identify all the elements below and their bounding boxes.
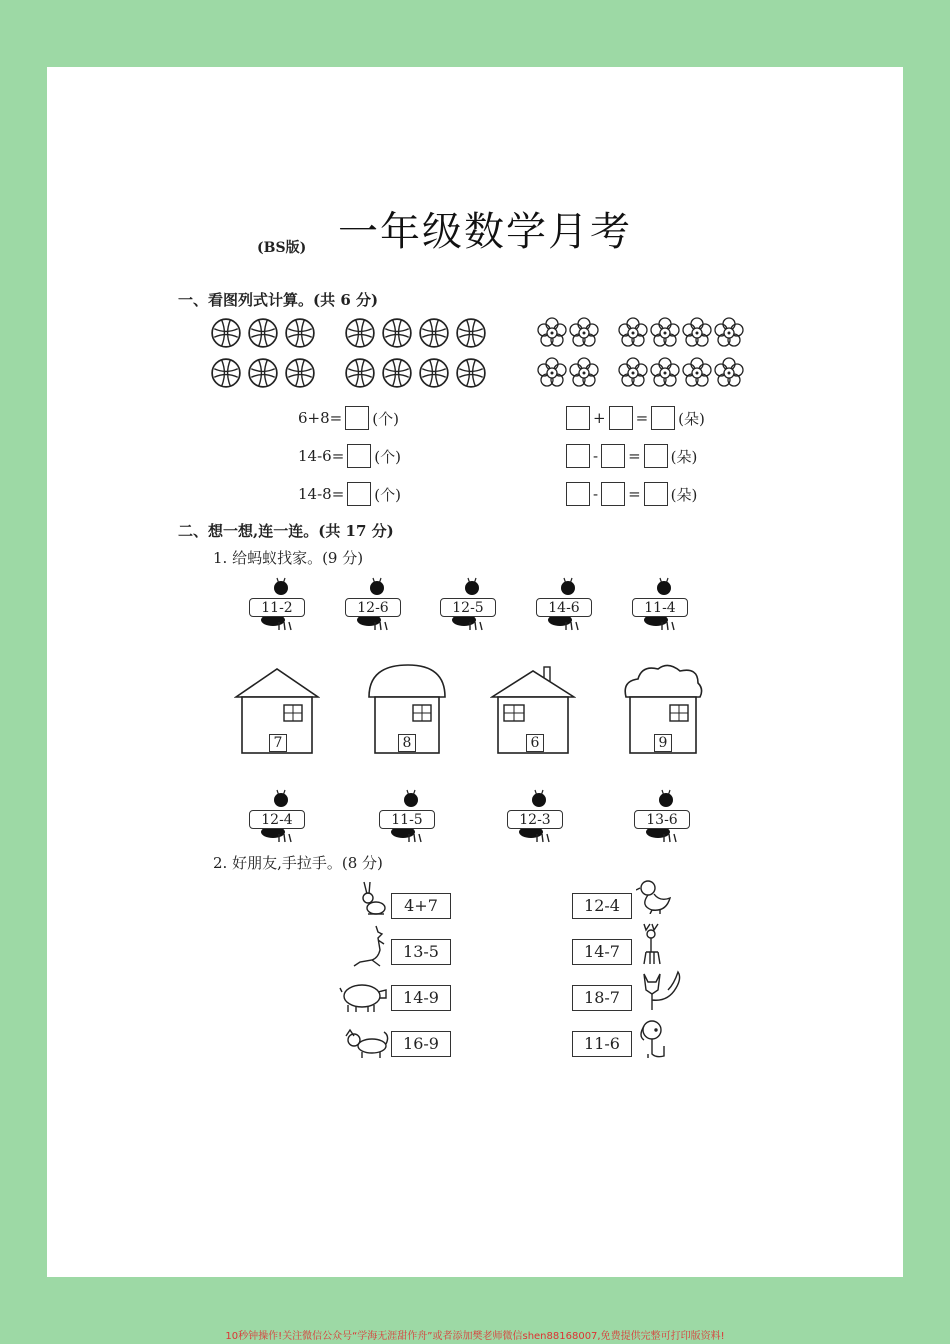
part1-heading: 1. 给蚂蚁找家。(9 分) — [213, 549, 364, 567]
ant-label: 12-5 — [440, 598, 496, 617]
ant-top-3[interactable] — [440, 574, 500, 644]
equation-right-2: - = (朵) — [566, 444, 697, 468]
house-2[interactable] — [365, 663, 451, 759]
ant-bottom-1[interactable] — [249, 786, 309, 856]
kangaroo-icon — [350, 924, 390, 968]
ant-bottom-3[interactable] — [507, 786, 567, 856]
left-card-3[interactable]: 14-9 — [391, 985, 451, 1011]
ant-label: 11-4 — [632, 598, 688, 617]
house-number: 7 — [269, 734, 287, 752]
answer-box[interactable] — [651, 406, 675, 430]
ant-top-4[interactable] — [536, 574, 596, 644]
footer-note: 10秒钟操作!关注微信公众号“学海无涯甜作舟”或者添加樊老师微信shen88168007,免费提供完整可打印版资料! — [225, 1331, 725, 1342]
answer-box[interactable] — [566, 406, 590, 430]
answer-box[interactable] — [566, 444, 590, 468]
basketball-icon — [344, 317, 492, 389]
cat-icon — [344, 1026, 390, 1060]
ant-bottom-2[interactable] — [379, 786, 439, 856]
equation-right-3: - = (朵) — [566, 482, 697, 506]
fox-icon — [638, 968, 684, 1014]
answer-box[interactable] — [644, 444, 668, 468]
rabbit-icon — [354, 880, 390, 916]
answer-box[interactable] — [347, 444, 371, 468]
answer-box[interactable] — [347, 482, 371, 506]
answer-box[interactable] — [601, 444, 625, 468]
ant-label: 11-2 — [249, 598, 305, 617]
ant-label: 12-3 — [507, 810, 563, 829]
ant-label: 12-4 — [249, 810, 305, 829]
flower-group-1 — [537, 317, 601, 393]
answer-box[interactable] — [601, 482, 625, 506]
flower-icon — [537, 317, 601, 389]
duck-icon — [636, 878, 672, 914]
ant-label: 14-6 — [536, 598, 592, 617]
flower-group-2 — [618, 317, 748, 393]
ant-top-2[interactable] — [345, 574, 405, 644]
ant-bottom-4[interactable] — [634, 786, 694, 856]
ant-top-1[interactable] — [249, 574, 309, 644]
equation-right-1: + = (朵) — [566, 406, 705, 430]
page-title: 一年级数学月考 — [338, 209, 632, 255]
house-4[interactable] — [622, 663, 708, 759]
house-number: 8 — [398, 734, 416, 752]
basketball-icon — [210, 317, 320, 389]
answer-box[interactable] — [345, 406, 369, 430]
edition-label: (BS版) — [257, 240, 307, 256]
house-1[interactable] — [234, 663, 320, 759]
part2-heading: 2. 好朋友,手拉手。(8 分) — [213, 854, 383, 872]
left-card-1[interactable]: 4+7 — [391, 893, 451, 919]
left-card-2[interactable]: 13-5 — [391, 939, 451, 965]
equation-left-1: 6+8= (个) — [298, 406, 399, 430]
answer-box[interactable] — [566, 482, 590, 506]
house-number: 6 — [526, 734, 544, 752]
answer-box[interactable] — [609, 406, 633, 430]
basketball-group-1 — [210, 317, 320, 393]
section1-heading: 一、看图列式计算。(共 6 分) — [178, 291, 379, 309]
right-card-4[interactable]: 11-6 — [572, 1031, 632, 1057]
section2-heading: 二、想一想,连一连。(共 17 分) — [178, 522, 394, 540]
ant-label: 13-6 — [634, 810, 690, 829]
right-card-2[interactable]: 14-7 — [572, 939, 632, 965]
ant-label: 11-5 — [379, 810, 435, 829]
answer-box[interactable] — [644, 482, 668, 506]
right-card-3[interactable]: 18-7 — [572, 985, 632, 1011]
right-card-1[interactable]: 12-4 — [572, 893, 632, 919]
equation-left-3: 14-8= (个) — [298, 482, 401, 506]
ant-top-5[interactable] — [632, 574, 692, 644]
ant-label: 12-6 — [345, 598, 401, 617]
flower-icon — [618, 317, 748, 389]
dog-icon — [638, 1018, 670, 1060]
pig-icon — [338, 980, 388, 1014]
equation-left-2: 14-6= (个) — [298, 444, 401, 468]
left-card-4[interactable]: 16-9 — [391, 1031, 451, 1057]
house-number: 9 — [654, 734, 672, 752]
house-3[interactable] — [490, 663, 576, 759]
basketball-group-2 — [344, 317, 492, 393]
deer-icon — [638, 922, 664, 966]
